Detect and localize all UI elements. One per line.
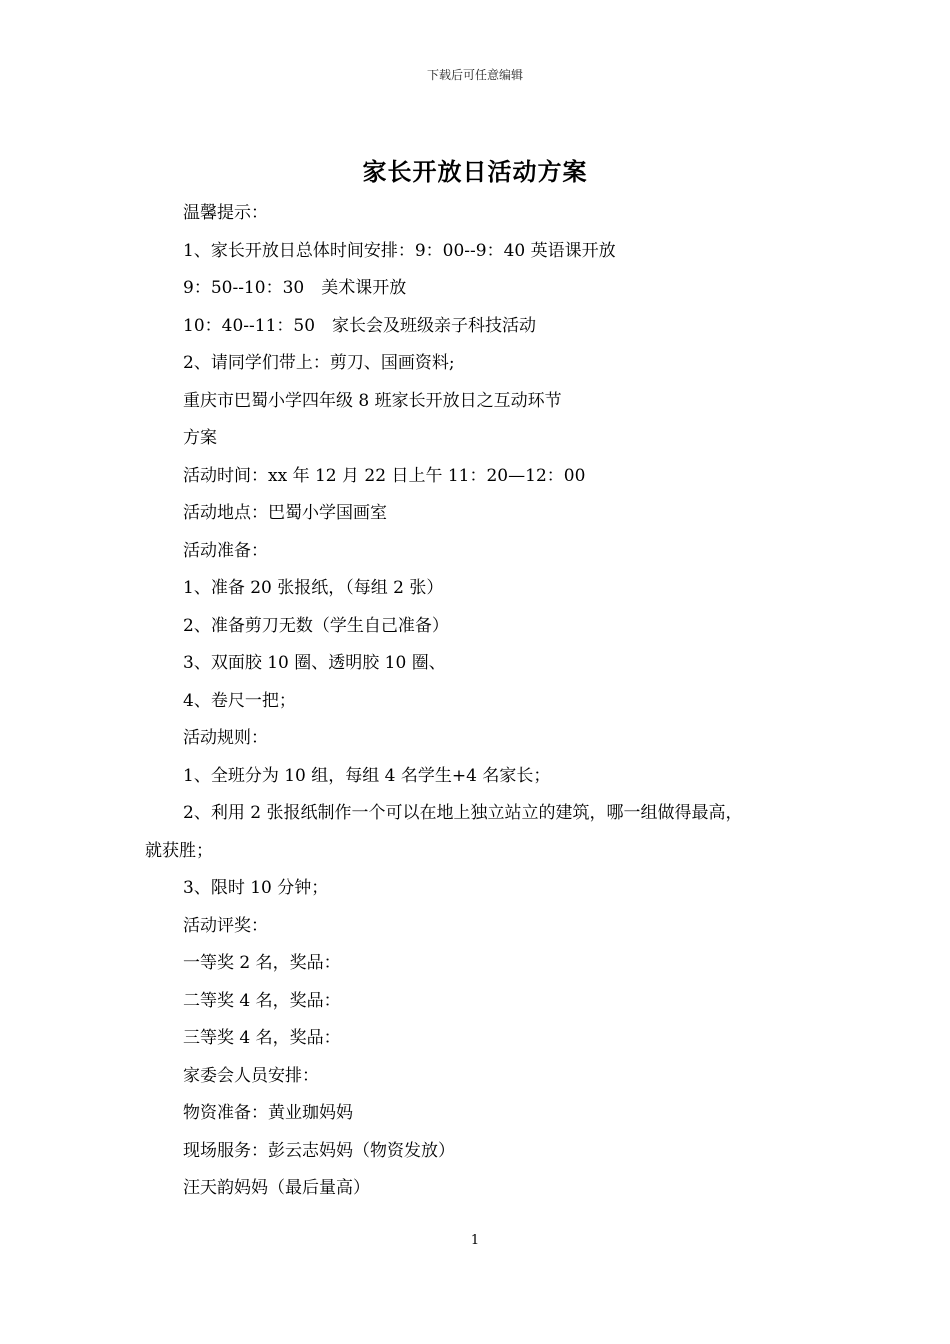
body-line: 家委会人员安排： (183, 1065, 319, 1086)
body-line: 4、卷尺一把； (183, 690, 296, 711)
body-line: 1、全班分为 10 组，每组 4 名学生+4 名家长； (183, 765, 551, 786)
body-line: 活动评奖： (183, 915, 268, 936)
body-line: 活动地点：巴蜀小学国画室 (183, 503, 387, 523)
body-line: 1、家长开放日总体时间安排：9：00--9：40 英语课开放 (183, 240, 616, 261)
body-line: 汪天韵妈妈（最后量高） (183, 1178, 370, 1198)
body-line: 活动规则： (183, 728, 268, 748)
body-line: 1、准备 20 张报纸，（每组 2 张） (183, 578, 444, 598)
body-line: 活动时间：xx 年 12 月 22 日上午 11：20—12：00 (183, 465, 586, 486)
body-line: 三等奖 4 名，奖品： (183, 1028, 341, 1048)
document-title: 家长开放日活动方案 (362, 157, 588, 186)
body-line: 2、请同学们带上：剪刀、国画资料; (183, 353, 455, 373)
page-number: 1 (470, 1233, 480, 1248)
body-line: 二等奖 4 名，奖品： (183, 990, 341, 1011)
body-line: 10：40--11：50 家长会及班级亲子科技活动 (183, 315, 537, 336)
body-line: 重庆市巴蜀小学四年级 8 班家长开放日之互动环节 (183, 390, 562, 411)
body-line: 3、限时 10 分钟； (183, 878, 329, 898)
body-line: 2、利用 2 张报纸制作一个可以在地上独立站立的建筑，哪一组做得最高， (183, 803, 743, 823)
body-line: 方案 (183, 428, 217, 448)
body-line: 活动准备： (183, 540, 268, 561)
body-line: 物资准备：黄业珈妈妈 (183, 1103, 353, 1123)
body-line: 2、准备剪刀无数（学生自己准备） (183, 615, 449, 636)
body-line: 3、双面胶 10 圈、透明胶 10 圈、 (183, 653, 446, 673)
body-line: 温馨提示： (183, 203, 268, 223)
body-line: 9：50--10：30 美术课开放 (183, 278, 407, 298)
body-line: 一等奖 2 名，奖品： (183, 953, 341, 973)
body-line: 现场服务：彭云志妈妈（物资发放） (183, 1140, 455, 1161)
header-note: 下载后可任意编辑 (426, 68, 523, 82)
document-body (145, 199, 810, 1212)
body-line-continuation: 就获胜； (145, 840, 213, 861)
